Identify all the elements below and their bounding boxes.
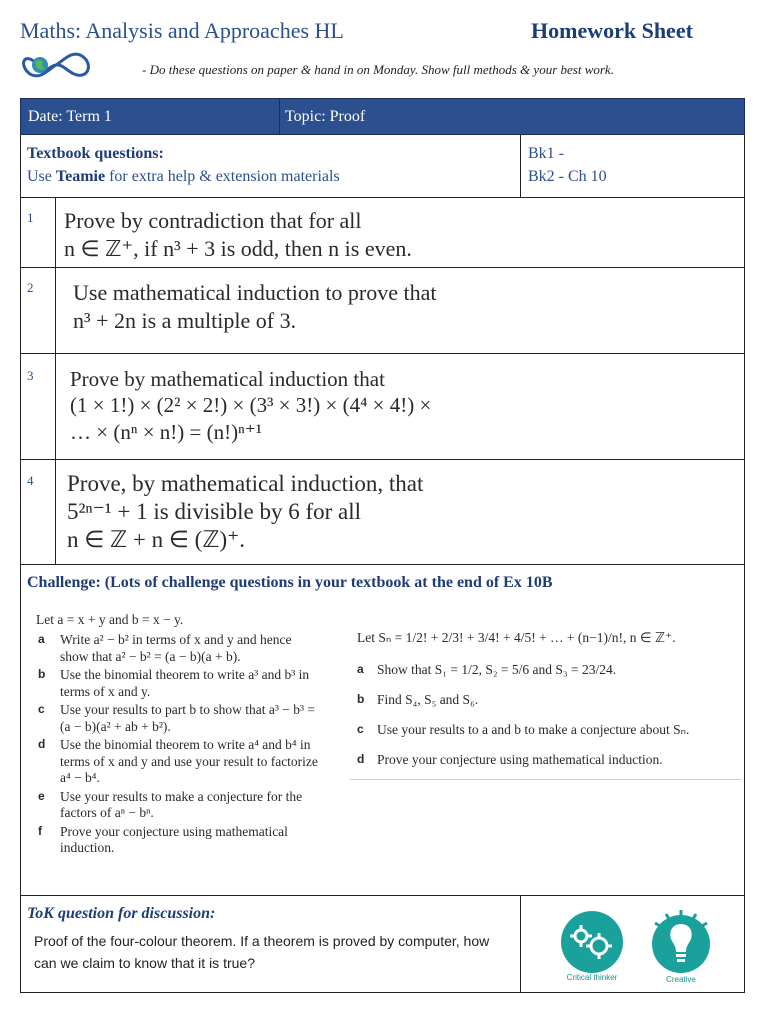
- exercise-part: d Use the binomial theorem to write a⁴ and b⁴ in terms of x and y and use your result to factorize a⁴ − b⁴.: [38, 737, 318, 786]
- question-number: 4: [27, 473, 34, 488]
- topic-cell: Topic: Proof: [285, 108, 366, 125]
- exercise-intro: Let Sₙ = 1/2! + 2/3! + 3/4! + 4/5! + … + (n−1)/n!, n ∈ ℤ⁺.: [357, 630, 676, 645]
- col-divider: [55, 197, 56, 564]
- date-cell: Date: Term 1: [28, 108, 112, 125]
- exercise-part: c Use your results to a and b to make a conjecture about Sₙ.: [357, 722, 690, 737]
- question-number: 3: [27, 368, 34, 383]
- table-header-row: [20, 98, 745, 135]
- exercise-part: d Prove your conjecture using mathematical induction.: [357, 752, 663, 767]
- teamie-link[interactable]: Teamie: [55, 168, 106, 185]
- page-title: Maths: Analysis and Approaches HL: [20, 18, 344, 43]
- textbook-title: Textbook questions:: [27, 145, 164, 162]
- tok-title: ToK question for discussion:: [27, 905, 216, 922]
- textbook-help: Use Teamie for extra help & extension materials: [27, 168, 340, 185]
- row-divider: [20, 459, 745, 460]
- school-logo: [18, 50, 94, 80]
- instructions: - Do these questions on paper & hand in on Monday. Show full methods & your best work.: [142, 62, 614, 77]
- challenge-exercise-left: [36, 612, 321, 859]
- row-divider: [20, 353, 745, 354]
- exercise-rule: [350, 779, 742, 780]
- row-divider: [20, 895, 745, 896]
- book1-ref: Bk1 -: [528, 145, 564, 162]
- badge-label: Creative: [666, 975, 696, 984]
- exercise-intro: Let a = x + y and b = x − y.: [36, 612, 184, 627]
- exercise-part: a Write a² − b² in terms of x and y and hence show that a² − b² = (a − b)(a + b).: [38, 632, 292, 664]
- exercise-part: c Use your results to part b to show that a³ − b³ = (a − b)(a² + ab + b²).: [38, 702, 316, 734]
- header-divider: [279, 99, 280, 134]
- challenge-exercise-right: [357, 630, 737, 782]
- tok-question: Proof of the four-colour theorem. If a theorem is proved by computer, how can we claim to know that it is true?: [34, 933, 490, 972]
- gears-icon: [557, 910, 627, 974]
- question-number: 2: [27, 280, 34, 295]
- col-divider: [520, 135, 521, 197]
- question-number: 1: [27, 210, 34, 225]
- challenge-title: Challenge: (Lots of challenge questions in your textbook at the end of Ex 10B: [27, 574, 553, 591]
- question-3: Prove by mathematical induction that (1 × 1!) × (2² × 2!) × (3³ × 3!) × (4⁴ × 4!) × … × (nⁿ × n!) = (n!)ⁿ⁺¹: [70, 367, 432, 444]
- lightbulb-icon: [646, 910, 716, 974]
- question-1: Prove by contradiction that for all n ∈ ℤ⁺, if n³ + 3 is odd, then n is even.: [64, 208, 412, 261]
- exercise-part: f Prove your conjecture using mathematical induction.: [38, 823, 288, 856]
- exercise-part: e Use your results to make a conjecture for the factors of aⁿ − bⁿ.: [38, 788, 303, 821]
- sheet-label: Homework Sheet: [531, 18, 693, 43]
- row-divider: [20, 197, 745, 198]
- exercise-part: a Show that S₁ = 1/2, S₂ = 5/6 and S₃ = 23/24.: [357, 662, 617, 677]
- exercise-part: b Find S₄, S₅ and S₆.: [357, 692, 479, 707]
- book2-ref: Bk2 - Ch 10: [528, 168, 607, 185]
- col-divider: [520, 895, 521, 993]
- exercise-part: b Use the binomial theorem to write a³ and b³ in terms of x and y.: [38, 667, 310, 699]
- row-divider: [20, 267, 745, 268]
- row-divider: [20, 564, 745, 565]
- badge-label: Critical thinker: [566, 973, 618, 982]
- question-4: Prove, by mathematical induction, that 5²ⁿ⁻¹ + 1 is divisible by 6 for all n ∈ ℤ + n ∈ (ℤ)⁺.: [67, 471, 424, 553]
- question-2: Use mathematical induction to prove that n³ + 2n is a multiple of 3.: [73, 280, 437, 333]
